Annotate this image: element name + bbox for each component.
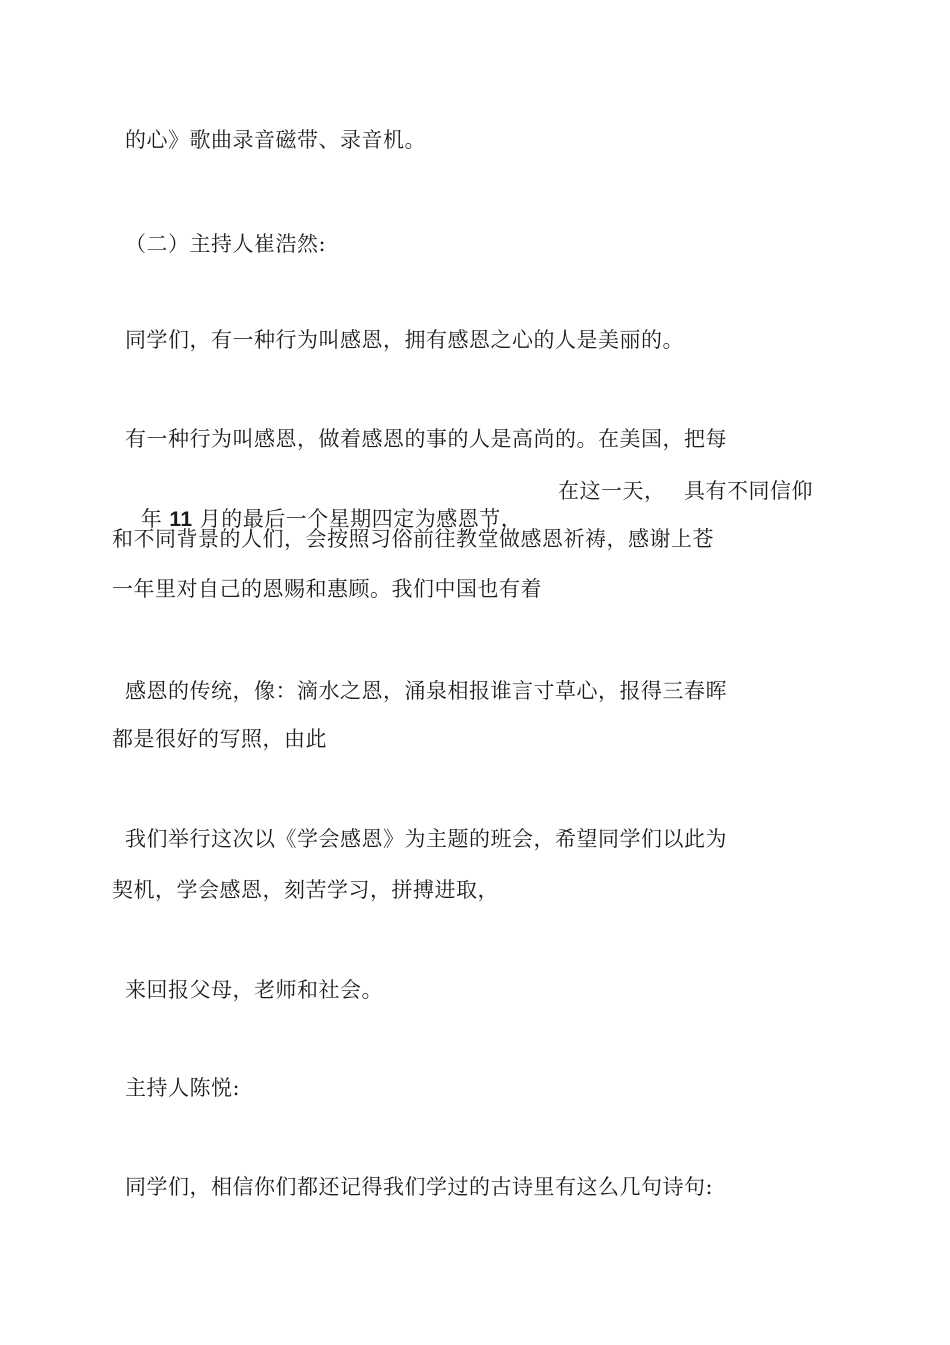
text-segment: 月的最后一个星期四定为感恩节， (192, 507, 523, 531)
paragraph-tradition-line-1: 感恩的传统，像：滴水之恩，涌泉相报谁言寸草心，报得三春晖 (125, 679, 727, 703)
text-number: 11 (169, 508, 193, 531)
paragraph-intro: 同学们，有一种行为叫感恩，拥有感恩之心的人是美丽的。 (125, 328, 684, 352)
paragraph-tradition-line-2: 都是很好的写照，由此 (112, 727, 327, 751)
paragraph-repay: 来回报父母，老师和社会。 (125, 978, 383, 1002)
host-heading-cui: （二）主持人崔浩然: (125, 232, 327, 256)
paragraph-thanksgiving-line-3: 和不同背景的人们，会按照习俗前往教堂做感恩祈祷，感谢上苍 (112, 527, 714, 551)
paragraph-materials-continued: 的心》歌曲录音磁带、录音机。 (125, 128, 426, 152)
text-segment: 在这一天， (558, 479, 666, 503)
paragraph-thanksgiving-line-4: 一年里对自己的恩赐和惠顾。我们中国也有着 (112, 577, 542, 601)
text-segment: 年 (140, 507, 170, 531)
host-heading-chen: 主持人陈悦: (125, 1076, 241, 1100)
text-segment: 具有不同信仰 (684, 479, 813, 503)
paragraph-class-meeting-line-2: 契机，学会感恩，刻苦学习，拼搏进取， (112, 878, 499, 902)
paragraph-class-meeting-line-1: 我们举行这次以《学会感恩》为主题的班会，希望同学们以此为 (125, 827, 727, 851)
paragraph-thanksgiving-line-1: 有一种行为叫感恩，做着感恩的事的人是高尚的。在美国，把每 (125, 427, 727, 451)
paragraph-poem-intro: 同学们，相信你们都还记得我们学过的古诗里有这么几句诗句: (125, 1175, 714, 1199)
